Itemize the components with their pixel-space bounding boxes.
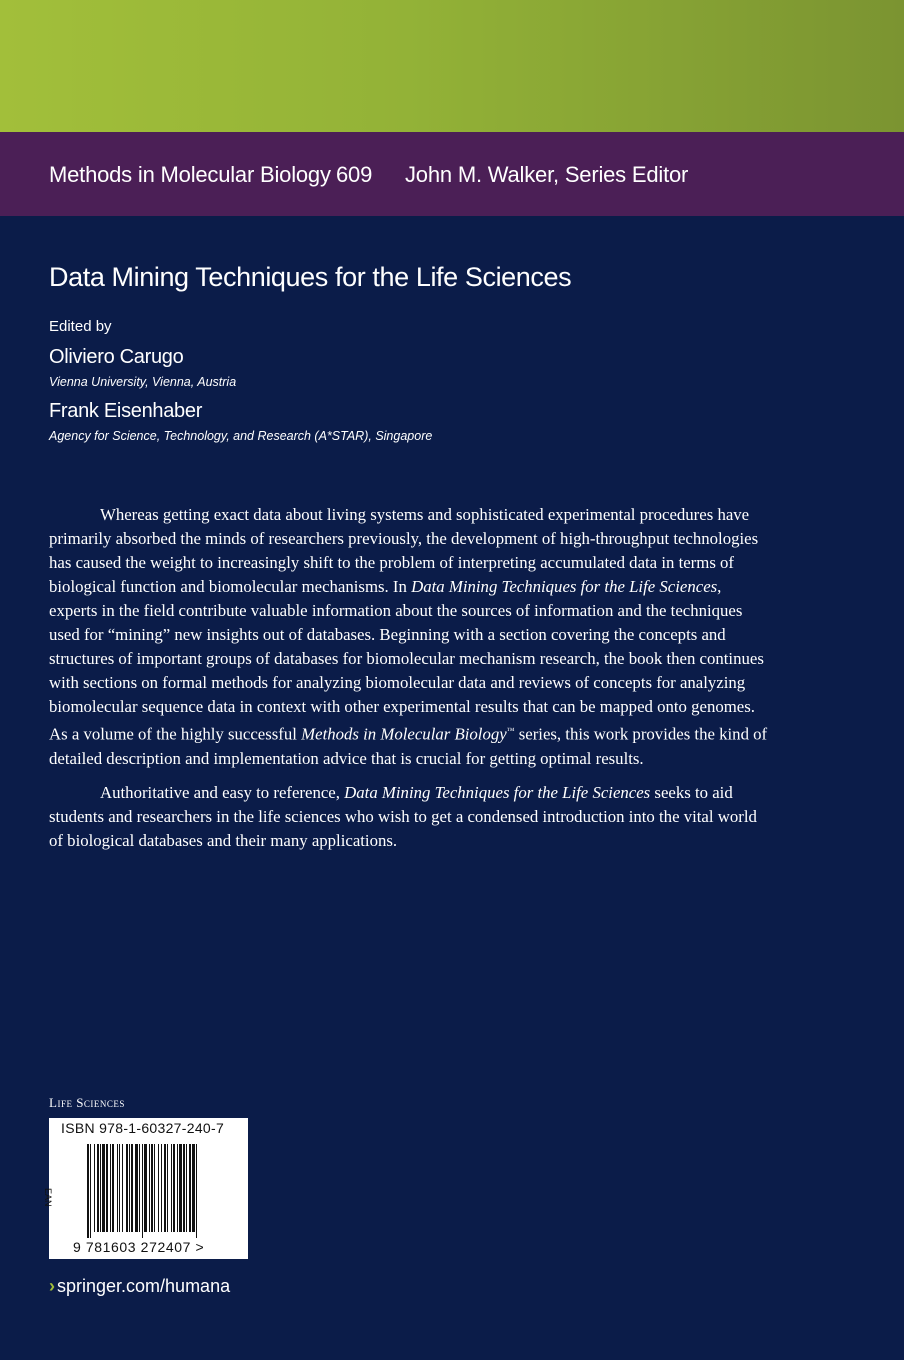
editor-affiliation-1: Vienna University, Vienna, Austria bbox=[49, 375, 237, 389]
barcode-bar bbox=[112, 1144, 114, 1232]
description-series-name: Methods in Molecular Biology bbox=[301, 724, 507, 744]
barcode-bar bbox=[122, 1144, 123, 1232]
barcode-bar bbox=[177, 1144, 178, 1232]
barcode-bar bbox=[129, 1144, 130, 1232]
barcode-bar bbox=[154, 1144, 155, 1232]
series-editor: John M. Walker, Series Editor bbox=[405, 162, 689, 187]
barcode-bar bbox=[183, 1144, 185, 1232]
barcode-bar bbox=[117, 1144, 118, 1232]
barcode-bar bbox=[94, 1144, 95, 1232]
trademark-symbol: ™ bbox=[506, 726, 515, 735]
description-text: Authoritative and easy to reference, bbox=[100, 782, 345, 802]
description-text: series, this work provides the kind of detailed description and implementation advice that is crucial for getting optimal results. bbox=[49, 724, 768, 768]
description-text: Whereas getting exact data about living systems and sophisticated experimental procedures have primarily absorbed the minds of researchers previously, the development of high-throughput technologies has caused the weight to increasingly shift to the problem of interpreting accumulated data in terms of biological function and biomolecular mechanisms. In bbox=[49, 505, 759, 596]
book-title: Data Mining Techniques for the Life Sciences bbox=[49, 262, 572, 292]
barcode-bar bbox=[139, 1144, 140, 1232]
barcode-bar bbox=[192, 1144, 195, 1232]
barcode-box bbox=[43, 1118, 248, 1259]
chevron-right-icon: › bbox=[49, 1276, 55, 1296]
description-book-title: Data Mining Techniques for the Life Sciences bbox=[344, 782, 651, 802]
description-book-title: Data Mining Techniques for the Life Sciences bbox=[411, 577, 718, 596]
barcode-bar bbox=[142, 1144, 143, 1238]
ean-label: EAN bbox=[43, 1188, 53, 1207]
barcode-bar bbox=[196, 1144, 197, 1238]
barcode-bar bbox=[97, 1144, 99, 1232]
editor-name-2: Frank Eisenhaber bbox=[49, 400, 203, 422]
book-description bbox=[49, 503, 773, 853]
description-paragraph-1 bbox=[49, 503, 773, 771]
barcode-bar bbox=[164, 1144, 166, 1232]
barcode-bar bbox=[106, 1144, 108, 1232]
barcode-bar bbox=[102, 1144, 105, 1232]
barcode-bar bbox=[171, 1144, 172, 1232]
barcode-bar bbox=[158, 1144, 159, 1232]
barcode-bar bbox=[126, 1144, 128, 1232]
isbn-text: ISBN 978-1-60327-240-7 bbox=[61, 1120, 225, 1136]
editor-name-1: Oliviero Carugo bbox=[49, 346, 184, 368]
description-paragraph-2 bbox=[49, 781, 773, 853]
top-color-band bbox=[0, 0, 904, 132]
barcode-bar bbox=[87, 1144, 89, 1238]
barcode-bar bbox=[179, 1144, 182, 1232]
series-number: 609 bbox=[336, 162, 373, 187]
barcode-bar bbox=[144, 1144, 147, 1232]
barcode-bar bbox=[149, 1144, 150, 1232]
barcode-bar bbox=[110, 1144, 111, 1232]
barcode-bar bbox=[135, 1144, 138, 1232]
barcode-bar bbox=[151, 1144, 153, 1232]
barcode-bar bbox=[167, 1144, 168, 1232]
subject-category: Life Sciences bbox=[49, 1095, 125, 1110]
barcode-icon bbox=[87, 1144, 233, 1238]
barcode-bar bbox=[131, 1144, 133, 1232]
barcode-bar bbox=[186, 1144, 187, 1232]
barcode-bar bbox=[173, 1144, 175, 1232]
barcode-bar bbox=[100, 1144, 101, 1232]
barcode-bar bbox=[161, 1144, 162, 1232]
barcode-bar bbox=[90, 1144, 91, 1238]
barcode-bar bbox=[189, 1144, 191, 1232]
website-url: springer.com/humana bbox=[57, 1276, 231, 1296]
publisher-website[interactable] bbox=[49, 1276, 230, 1297]
barcode-digits: 9 781603 272407 > bbox=[73, 1239, 205, 1255]
description-text: , experts in the field contribute valuable information about the sources of information and the techniques used for “mining” new insights out of databases. Beginning with a section covering the concepts and structures of important groups of databases for biomolecular mechanism research, the book then continues with sections on formal methods for analyzing biomolecular data and reviews of concepts for analyzing biomolecular sequence data in context with other experimental results that can be mapped onto genomes. As a volume of the highly successful bbox=[49, 577, 764, 744]
edited-by-label: Edited by bbox=[49, 318, 112, 335]
series-band bbox=[0, 132, 904, 216]
series-name: Methods in Molecular Biology bbox=[49, 162, 331, 187]
barcode-bar bbox=[119, 1144, 120, 1232]
description-text: seeks to aid students and researchers in the life sciences who wish to get a condensed introduction into the vital world of biological databases and their many applications. bbox=[49, 782, 757, 850]
editor-affiliation-2: Agency for Science, Technology, and Research (A*STAR), Singapore bbox=[49, 429, 433, 443]
